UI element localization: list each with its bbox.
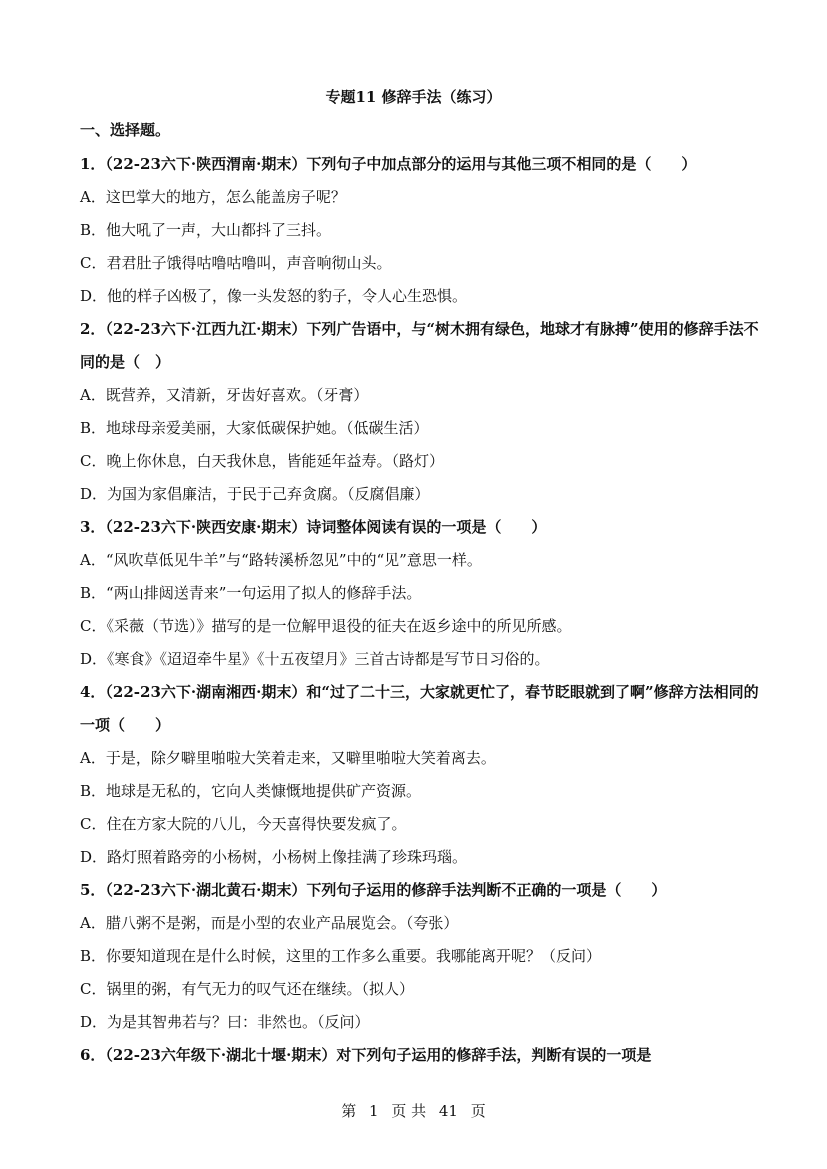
question-stem: 1．（22-23六下·陕西渭南·期末）下列句子中加点部分的运用与其他三项不相同的是（ ） — [80, 155, 697, 173]
question-2 — [80, 313, 760, 511]
option-c: C．晚上你休息，白天我休息，皆能延年益寿。（路灯） — [80, 452, 444, 470]
question-stem: 3．（22-23六下·陕西安康·期末）诗词整体阅读有误的一项是（ ） — [80, 518, 547, 536]
question-4 — [80, 676, 760, 874]
section-heading: 一、选择题。 — [80, 121, 171, 139]
footer-mid: 页 共 — [391, 1102, 427, 1120]
page-number: 1 — [369, 1102, 379, 1120]
total-pages: 41 — [438, 1102, 458, 1120]
option-c: C．住在方家大院的八儿，今天喜得快要发疯了。 — [80, 815, 407, 833]
option-a: A．于是，除夕噼里啪啦大笑着走来，又噼里啪啦大笑着离去。 — [80, 749, 496, 767]
option-c: C．锅里的粥，有气无力的叹气还在继续。（拟人） — [80, 980, 414, 998]
option-c: C．君君肚子饿得咕噜咕噜叫，声音响彻山头。 — [80, 254, 392, 272]
question-6 — [80, 1039, 760, 1072]
question-3 — [80, 511, 760, 676]
page-footer — [0, 1100, 827, 1121]
option-d: D．为是其智弗若与？曰：非然也。（反问） — [80, 1013, 370, 1031]
page-title: 专题11 修辞手法（练习） — [325, 88, 502, 106]
option-d: D．路灯照着路旁的小杨树，小杨树上像挂满了珍珠玛瑙。 — [80, 848, 468, 866]
option-a: A．“风吹草低见牛羊”与“路转溪桥忽见”中的“见”意思一样。 — [80, 551, 482, 569]
question-5 — [80, 874, 760, 1039]
option-d: D．《寒食》《迢迢牵牛星》《十五夜望月》三首古诗都是写节日习俗的。 — [80, 650, 550, 668]
question-stem: 5．（22-23六下·湖北黄石·期末）下列句子运用的修辞手法判断不正确的一项是（ ） — [80, 881, 667, 899]
option-b: B．地球母亲爱美丽，大家低碳保护她。（低碳生活） — [80, 419, 429, 437]
option-b: B．他大吼了一声，大山都抖了三抖。 — [80, 221, 332, 239]
option-a: A．腊八粥不是粥，而是小型的农业产品展览会。（夸张） — [80, 914, 459, 932]
option-d: D．他的样子凶极了，像一头发怒的豹子，令人心生恐惧。 — [80, 287, 468, 305]
option-b: B．你要知道现在是什么时候，这里的工作多么重要。我哪能离开呢？（反问） — [80, 947, 602, 965]
option-a: A．既营养，又清新，牙齿好喜欢。（牙膏） — [80, 386, 369, 404]
option-b: B．“两山排闼送青来”一句运用了拟人的修辞手法。 — [80, 584, 422, 602]
question-1 — [80, 148, 760, 313]
question-list — [80, 148, 760, 1072]
option-d: D．为国为家倡廉洁，于民于己弃贪腐。（反腐倡廉） — [80, 485, 430, 503]
question-stem: 6．（22-23六年级下·湖北十堰·期末）对下列句子运用的修辞手法，判断有误的一项是 — [80, 1046, 652, 1064]
option-a: A．这巴掌大的地方，怎么能盖房子呢？ — [80, 188, 346, 206]
footer-prefix: 第 — [341, 1102, 357, 1120]
question-stem: 2．（22-23六下·江西九江·期末）下列广告语中，与“树木拥有绿色，地球才有脉搏”使用的修辞手法不同的是（ ） — [80, 320, 759, 371]
option-b: B．地球是无私的，它向人类慷慨地提供矿产资源。 — [80, 782, 422, 800]
question-stem: 4．（22-23六下·湖南湘西·期末）和“过了二十三，大家就更忙了，春节眨眼就到了啊”修辞方法相同的一项（ ） — [80, 683, 759, 734]
option-c: C．《采薇（节选）》描写的是一位解甲退役的征夫在返乡途中的所见所感。 — [80, 617, 572, 635]
footer-suffix: 页 — [470, 1102, 486, 1120]
